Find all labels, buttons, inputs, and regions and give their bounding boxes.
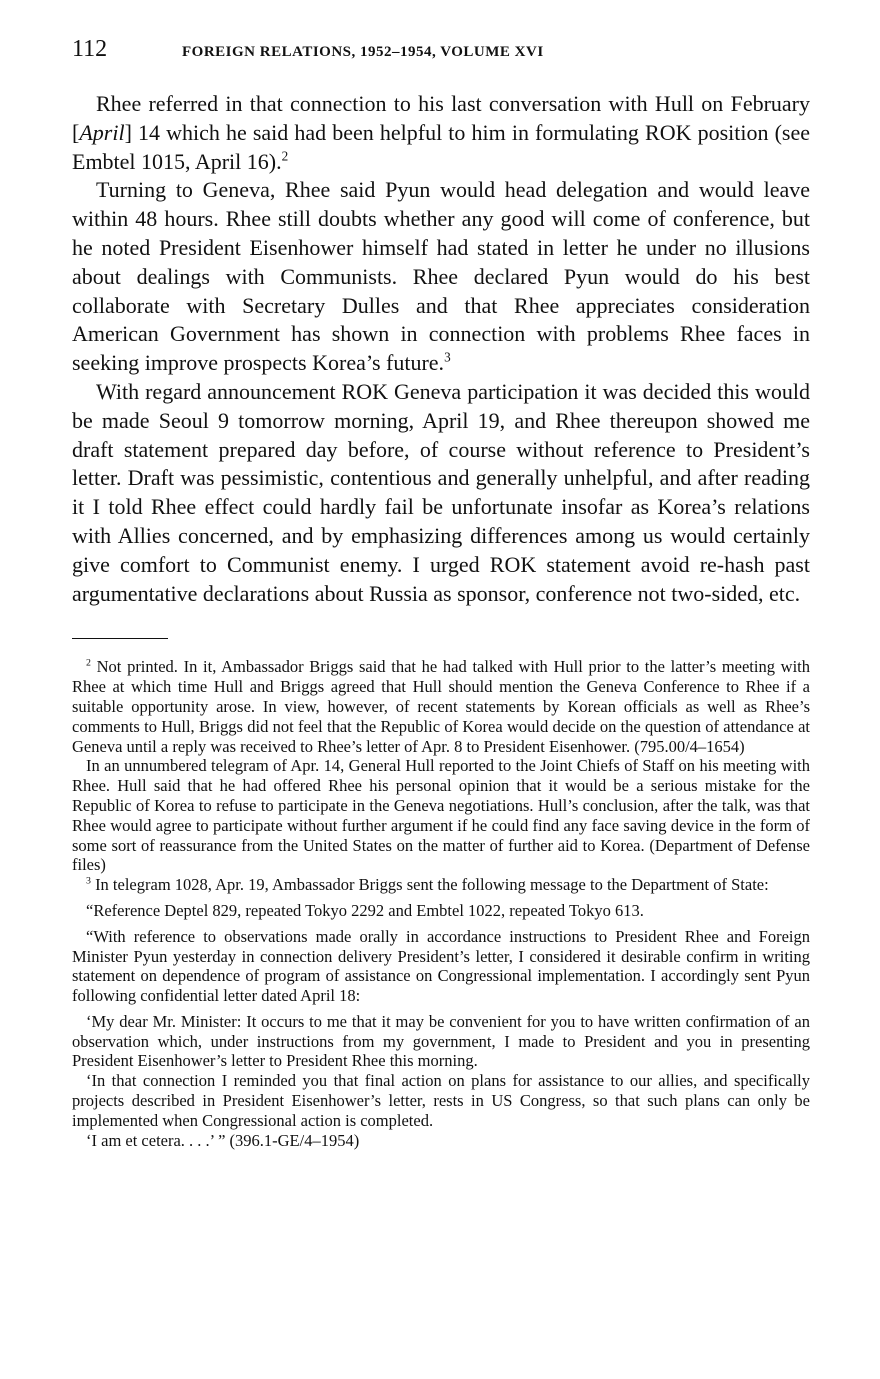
paragraph-1-text-b: ] 14 which he said had been helpful to him in formulating ROK position (see Embtel 1015, April 16). xyxy=(72,119,810,174)
running-head: FOREIGN RELATIONS, 1952–1954, VOLUME XVI xyxy=(182,44,544,60)
footnote-2-continued: In an unnumbered telegram of Apr. 14, General Hull reported to the Joint Chiefs of Staff on his meeting with Rhee. Hull said that he had offered Rhee his personal opinion that it would be a serious mistake for the Republic of Korea to refuse to participate in the Geneva negotiations. Hull’s conclusion, after the talk, was that Rhee would agree to participate without further argument if he could find any face saving device in the form of some sort of reassurance from the United States on the matter of further aid to Korea. (Department of Defense files) xyxy=(72,756,810,875)
footnote-3-text: In telegram 1028, Apr. 19, Ambassador Briggs sent the following message to the Department of State: xyxy=(95,875,769,895)
footnote-3-quote-4: ‘In that connection I reminded you that final action on plans for assistance to our allies, and specifically projects described in President Eisenhower’s letter, rests in US Congress, so that such plans can only be implemented when Congressional action is completed. xyxy=(72,1071,810,1130)
footnote-divider xyxy=(72,638,168,639)
footnote-3 xyxy=(72,875,810,895)
page-header xyxy=(72,36,810,70)
footnote-2 xyxy=(72,657,810,756)
footnote-2-marker: 2 xyxy=(86,657,91,669)
footnote-3-quote-3: ‘My dear Mr. Minister: It occurs to me that it may be convenient for you to have written confirmation of an observation which, under instructions from my government, I made to President and you in presenting President Eisenhower’s letter to President Rhee this morning. xyxy=(72,1011,810,1071)
paragraph-1-italic: April xyxy=(79,119,125,145)
footnote-3-quote-1: “Reference Deptel 829, repeated Tokyo 2292 and Embtel 1022, repeated Tokyo 613. xyxy=(86,900,644,920)
body-text xyxy=(72,90,810,608)
footnote-3-marker: 3 xyxy=(86,875,91,887)
paragraph-1 xyxy=(72,90,810,176)
paragraph-2-text: Turning to Geneva, Rhee said Pyun would head delegation and would leave within 48 hours. Rhee still doubts whether any good will come of conference, but he noted President Eisenhower himself had stated in letter he under no illusions about dealings with Communists. Rhee declared Pyun would do his best collaborate with Secretary Dulles and that Rhee appreciates consideration American Government has shown in connection with problems Rhee faces in seeking improve prospects Korea’s future. xyxy=(72,177,810,376)
paragraph-1-text-a: Rhee referred in that connection to his last conversation with Hull on February [ xyxy=(72,91,810,145)
footnote-3-quote-2: “With reference to observations made orally in accordance instructions to President Rhee and Foreign Minister Pyun yesterday in connection delivery President’s letter, I considered it desirable confirm in writing statement on dependence of program of assistance on Congressional implementation. I accordingly sent Pyun following confidential letter dated April 18: xyxy=(72,926,810,1006)
footnote-ref-2[interactable]: 2 xyxy=(281,148,289,164)
paragraph-2 xyxy=(72,176,810,378)
document-page xyxy=(72,36,810,1150)
paragraph-3: With regard announcement ROK Geneva participation it was decided this would be made Seoul 9 tomorrow morning, April 19, and Rhee thereupon showed me draft statement prepared day before, of course without reference to President’s letter. Draft was pessimistic, contentious and generally unhelpful, and after reading it I told Rhee effect could hardly fail be unfortunate insofar as Korea’s relations with Allies concerned, and by emphasizing differences among us would certainly give comfort to Communist enemy. I urged ROK statement avoid re-hash past argumentative declarations about Russia as sponsor, conference not two-sided, etc. xyxy=(72,378,810,606)
footnote-ref-3[interactable]: 3 xyxy=(444,349,451,365)
page-number: 112 xyxy=(72,36,108,62)
footnote-3-quote-5: ‘I am et cetera. . . .’ ” (396.1-GE/4–1954) xyxy=(86,1130,360,1150)
footnotes xyxy=(72,657,810,1150)
footnote-2-text: Not printed. In it, Ambassador Briggs said that he had talked with Hull prior to the latter’s meeting with Rhee at which time Hull and Briggs agreed that Hull should mention the Geneva Conference to Rhee if a suitable opportunity arose. In view, however, of recent statements by Korean officials as well as Rhee’s comments to Hull, Briggs did not feel that the Republic of Korea would decide on the question of attendance at Geneva until a reply was received to Rhee’s letter of Apr. 8 to President Eisenhower. (795.00/4–1654) xyxy=(72,657,810,756)
